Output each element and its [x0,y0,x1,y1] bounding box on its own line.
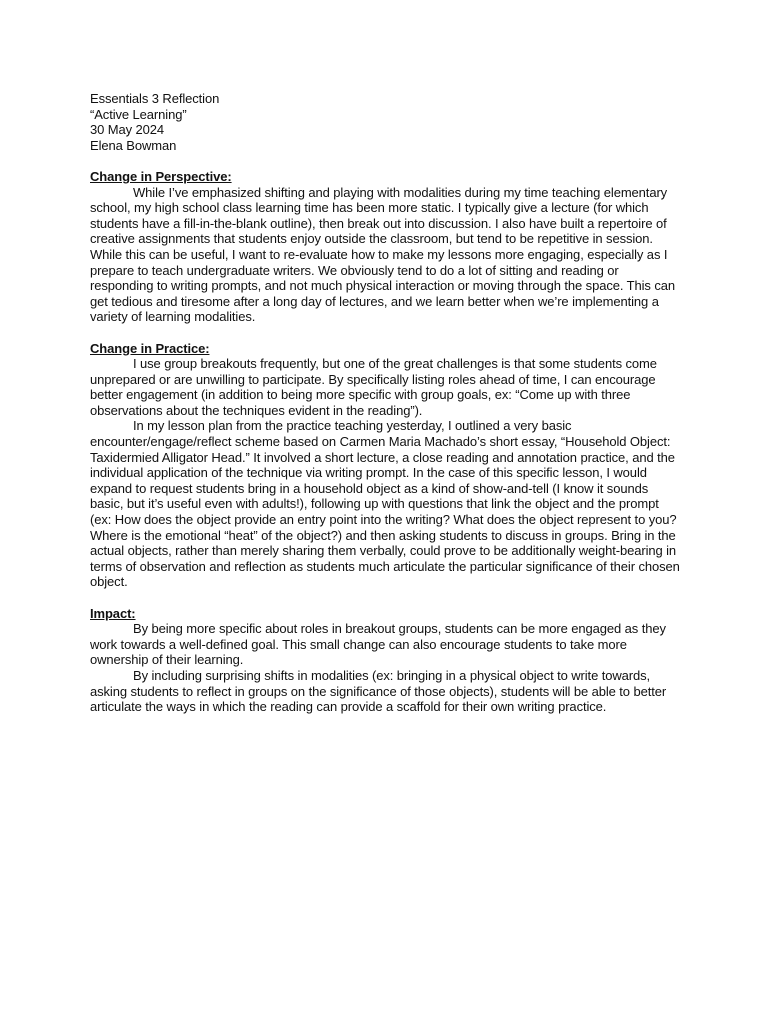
course-title: Essentials 3 Reflection [90,91,220,106]
impact-paragraph-2: By including surprising shifts in modalities (ex: bringing in a physical object to write towards, asking students to reflect in groups on the significance of those objects), students will be able to better articulate the ways in which the reading can provide a scaffold for their own writing practice. [90,667,667,715]
document-date: 30 May 2024 [90,122,165,138]
perspective-paragraph: While I’ve emphasized shifting and playing with modalities during my time teaching elementary school, my high school class learning time has been more static. I typically give a lecture (for which students have a fill-in-the-blank outline), then break out into discussion. I also have built a repertoire of creative assignments that students enjoy outside the classroom, but tend to be repetitive in session. While this can be useful, I want to re-evaluate how to make my lessons more engaging, especially as I prepare to teach undergraduate writers. We obviously tend to do a lot of sitting and reading or responding to writing prompts, and not much physical interaction or moving through the space. This can get tedious and tiresome after a long day of lectures, and we learn better when we’re implementing a variety of learning modalities. [90,184,675,325]
author-name: Elena Bowman [90,137,177,153]
section-heading-impact: Impact: [90,605,136,621]
spacer [90,153,680,169]
practice-paragraph-1: I use group breakouts frequently, but one of the great challenges is that some students come unprepared or are unwilling to participate. By specifically listing roles ahead of time, I can encourage better engagement (in addition to being more specific with group goals, ex: “Come up with three observations about the techniques evident in the reading”). [90,356,657,418]
section-heading-perspective: Change in Perspective: [90,168,232,184]
section-heading-practice: Change in Practice: [90,340,210,356]
document-subtitle: “Active Learning” [90,106,187,122]
spacer [90,325,680,341]
spacer [90,590,680,606]
document-page [90,91,680,715]
impact-paragraph-1: By being more specific about roles in breakout groups, students can be more engaged as they work towards a well-defined goal. This small change can also encourage students to take more ownership of their learning. [90,621,666,668]
practice-paragraph-2: In my lesson plan from the practice teaching yesterday, I outlined a very basic encounter/engage/reflect scheme based on Carmen Maria Machado’s short essay, “Household Object: Taxidermied Alligator Head.” It involved a short lecture, a close reading and annotation practice, and the individual application of the technique via writing prompt. In the case of this specific lesson, I would expand to request students bring in a household object as a kind of show-and-tell (I know it sounds basic, but it’s useful even with adults!), following up with questions that link the object and the prompt (ex: How does the object provide an entry point into the writing? What does the object represent to you? Where is the emotional “heat” of the object?) and then asking students to discuss in groups. Bring in the actual objects, rather than merely sharing them verbally, could prove to be additionally weight-bearing in terms of observation and reflection as students much articulate the particular significance of their chosen object. [90,418,680,590]
